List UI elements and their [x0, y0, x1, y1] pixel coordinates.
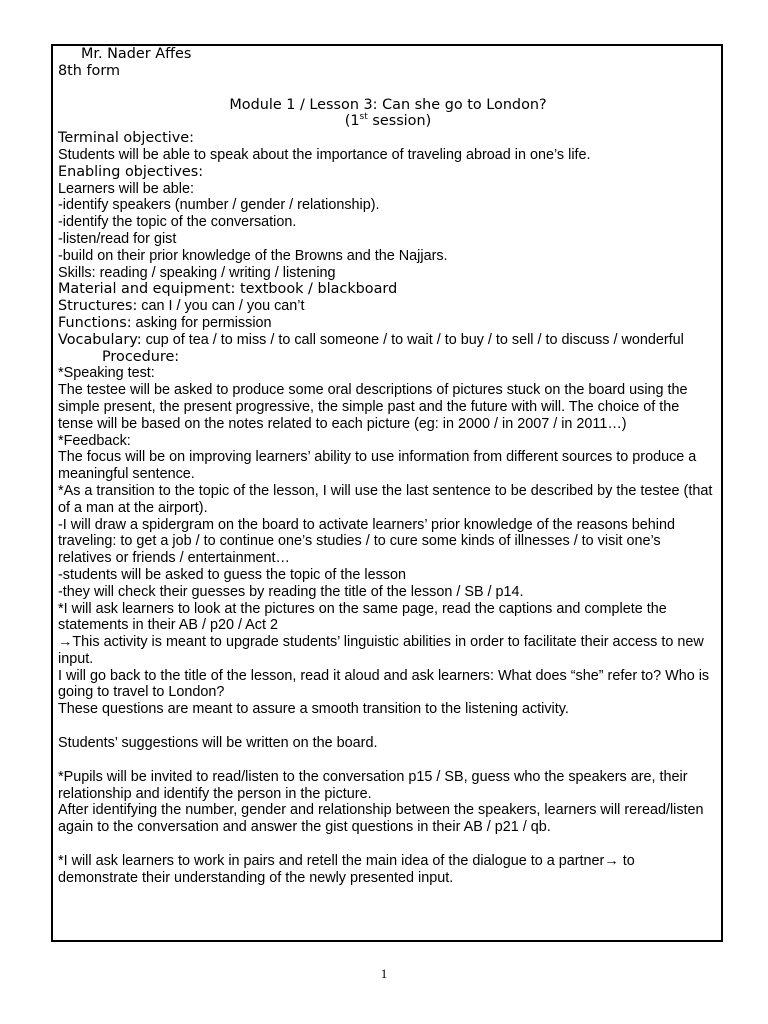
- objective-item: -listen/read for gist: [58, 230, 177, 247]
- structures-line: Structures: can I / you can / you can’t: [58, 298, 305, 315]
- terminal-objective-text: Students will be able to speak about the importance of traveling abroad in one’s life.: [58, 146, 591, 163]
- activity-text: →This activity is meant to upgrade students’ linguistic abilities in order to facilitate their access to new input.: [58, 634, 704, 667]
- right-arrow-icon: →: [58, 634, 73, 651]
- procedure-heading: Procedure:: [102, 348, 180, 365]
- spidergram-text: -I will draw a spidergram on the board to activate learners’ prior knowledge of the reasons behind traveling: to get a job / to continue one’s studies / to cure some kinds of illnesses / to visit one’s relatives or friends / entertainment…: [58, 516, 675, 567]
- speaking-test-text: The testee will be asked to produce some oral descriptions of pictures stuck on the board using the simple present, the present progressive, the simple past and the future with will. The choice of the tense will be based on the notes related to each picture (eg: in 2000 / in 2007 / in 2011…): [58, 382, 688, 432]
- pictures-text: *I will ask learners to look at the pictures on the same page, read the captions and complete the statements in their AB / p20 / Act 2: [58, 600, 667, 634]
- skills-line: Skills: reading / speaking / writing / listening: [58, 264, 336, 281]
- suggestions-text: Students’ suggestions will be written on the board.: [58, 735, 378, 752]
- session-label: (1st session): [344, 112, 432, 130]
- vocabulary-line: Vocabulary: cup of tea / to miss / to call someone / to wait / to buy / to sell / to discuss / wonderful: [58, 331, 684, 348]
- questions-text: These questions are meant to assure a smooth transition to the listening activity.: [58, 701, 569, 718]
- pairs-text: *I will ask learners to work in pairs and retell the main idea of the dialogue to a partner→ to demonstrate their understanding of the newly presented input.: [58, 853, 635, 886]
- feedback-heading: *Feedback:: [58, 432, 131, 449]
- guess-topic-text: -students will be asked to guess the topic of the lesson: [58, 566, 406, 583]
- enabling-objectives-intro: Learners will be able:: [58, 180, 194, 197]
- objective-item: -identify the topic of the conversation.: [58, 214, 297, 231]
- material-line: Material and equipment: textbook / blackboard: [58, 281, 398, 298]
- enabling-objectives-heading: Enabling objectives:: [58, 163, 204, 180]
- page-number: 1: [380, 966, 388, 981]
- lesson-plan-content: [58, 46, 718, 887]
- class-form: 8th form: [58, 62, 121, 79]
- right-arrow-icon: →: [604, 853, 619, 870]
- after-text: After identifying the number, gender and relationship between the speakers, learners will reread/listen again to the conversation and answer the gist questions in their AB / p21 / qb.: [58, 802, 704, 836]
- speaking-test-heading: *Speaking test:: [58, 365, 155, 382]
- feedback-text: The focus will be on improving learners’ ability to use information from different sources to produce a meaningful sentence.: [58, 449, 697, 483]
- go-back-text: I will go back to the title of the lesson, read it aloud and ask learners: What does “she” refer to? Who is going to travel to London?: [58, 667, 710, 701]
- functions-line: Functions: asking for permission: [58, 314, 272, 331]
- transition-text: *As a transition to the topic of the lesson, I will use the last sentence to be described by the testee (that of a man at the airport).: [58, 482, 713, 516]
- terminal-objective-heading: Terminal objective:: [58, 130, 194, 147]
- lesson-title: Module 1 / Lesson 3: Can she go to London?: [229, 96, 547, 113]
- pupils-text: *Pupils will be invited to read/listen to the conversation p15 / SB, guess who the speakers are, their relationship and identify the person in the picture.: [58, 768, 688, 802]
- check-guess-text: -they will check their guesses by reading the title of the lesson / SB / p14.: [58, 583, 524, 600]
- teacher-name: Mr. Nader Affes: [81, 46, 192, 62]
- objective-item: -identify speakers (number / gender / relationship).: [58, 197, 380, 214]
- objective-item: -build on their prior knowledge of the Browns and the Najjars.: [58, 247, 448, 264]
